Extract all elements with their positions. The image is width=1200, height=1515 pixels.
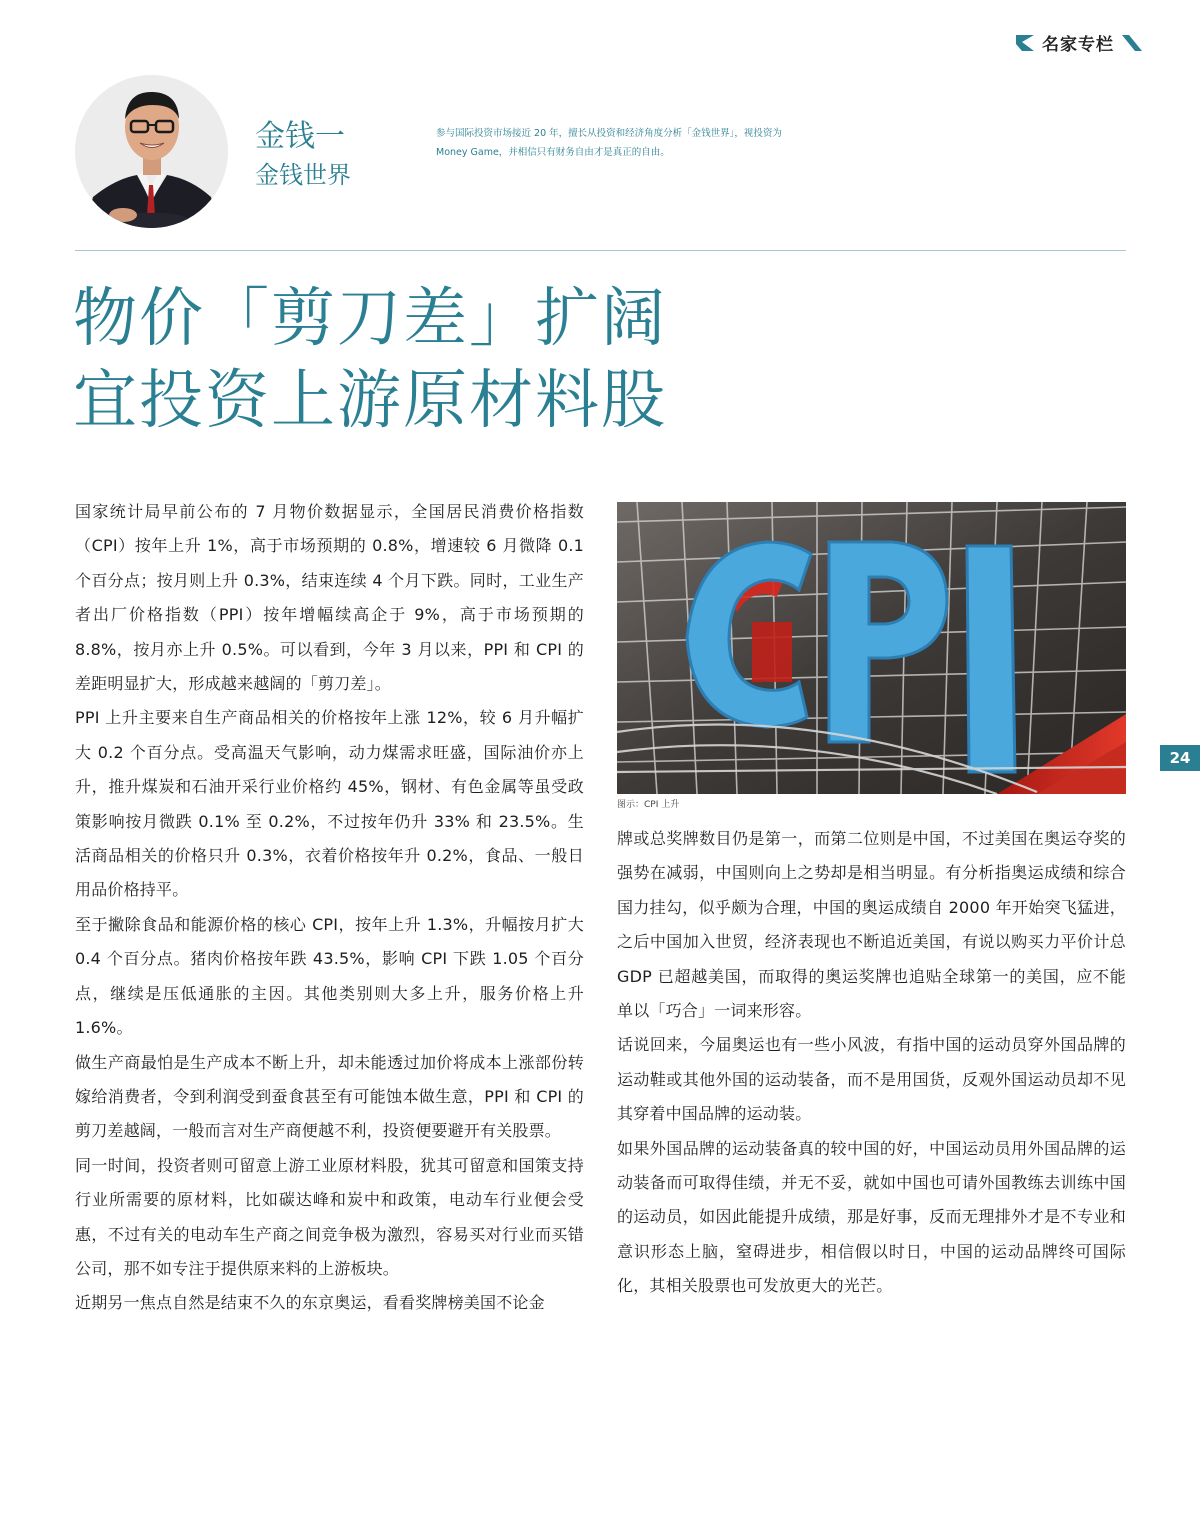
body-paragraph: 同一时间，投资者则可留意上游工业原材料股，犹其可留意和国策支持行业所需要的原材料，比如碳达峰和炭中和政策，电动车行业便会受惠，不过有关的电动车生产商之间竞争极为激烈，容易买对行业而买错公司，那不如专注于提供原来料的上游板块。 [75,1155,584,1278]
page-number-tab: 24 [1160,745,1200,771]
author-name: 金钱一 [255,119,345,154]
body-paragraph: PPI 上升主要来自生产商品相关的价格按年上涨 12%，较 6 月升幅扩大 0.2 个百分点。受高温天气影响，动力煤需求旺盛，国际油价亦上升，推升煤炭和石油开采行业价格约 45%，钢材、有色金属等虽受政策影响按月微跌 0.1% 至 0.2%，不过按年仍升 33% 和 23.5%。生活商品相关的价格只升 0.3%，衣着价格按年升 0.2%，食品、一般日用品价格持平。 [75,708,584,900]
article-title-line-1: 物价「剪刀差」扩阔 [73,282,667,356]
author-column-name: 金钱世界 [255,161,351,189]
article-title [73,278,873,442]
body-paragraph: 做生产商最怕是生产成本不断上升，却未能透过加价将成本上涨部份转嫁给消费者，令到利润受到蚕食甚至有可能蚀本做生意，PPI 和 CPI 的剪刀差越阔，一般而言对生产商便越不利，投资便要避开有关股票。 [75,1052,584,1141]
body-paragraph: 国家统计局早前公布的 7 月物价数据显示，全国居民消费价格指数（CPI）按年上升 1%，高于市场预期的 0.8%，增速较 6 月微降 0.1 个百分点；按月则上升 0.3%，结束连续 4 个月下跌。同时，工业生产者出厂价格指数（PPI）按年增幅续高企于 9%，高于市场预期的 8.8%，按月亦上升 0.5%。可以看到，今年 3 月以来，PPI 和 CPI 的差距明显扩大，形成越来越阔的「剪刀差」。 [75,502,584,694]
column-header-tag [1014,30,1144,55]
body-paragraph: 至于撇除食品和能源价格的核心 CPI，按年上升 1.3%，升幅按月扩大 0.4 个百分点。猪肉价格按年跌 43.5%，影响 CPI 下跌 1.05 个百分点，继续是压低通胀的主因。其他类别则大多上升，服务价格上升 1.6%。 [75,914,584,1038]
left-arrow-mark-icon [1014,32,1036,54]
article-title-line-2: 宜投资上游原材料股 [73,364,667,438]
body-paragraph: 牌或总奖牌数目仍是第一，而第二位则是中国，不过美国在奥运夺奖的强势在减弱，中国则向上之势却是相当明显。有分析指奥运成绩和综合国力挂勾，似乎颇为合理，中国的奥运成绩自 2000 年开始突飞猛进，之后中国加入世贸，经济表现也不断追近美国，有说以购买力平价计总 GDP 已超越美国，而取得的奥运奖牌也追贴全球第一的美国，应不能单以「巧合」一词来形容。 [617,829,1126,1021]
cpi-shopping-cart-photo [617,502,1126,794]
author-avatar [75,75,228,228]
cpi-cart-illustration [617,502,1126,794]
body-paragraph: 如果外国品牌的运动装备真的较中国的好，中国运动员用外国品牌的运动装备而可取得佳绩，并无不妥，就如中国也可请外国教练去训练中国的运动员，如因此能提升成绩，那是好事，反而无理排外才是不专业和意识形态上脑，窒碍进步，相信假以时日，中国的运动品牌终可国际化，其相关股票也可发放更大的光芒。 [617,1138,1126,1296]
right-slash-mark-icon [1120,32,1144,54]
author-bio: 参与国际投资市场接近 20 年，擅长从投资和经济角度分析「金钱世界」，视投资为 Money Game，并相信只有财务自由才是真正的自由。 [436,128,782,158]
column-tag-label: 名家专栏 [1042,35,1114,55]
body-paragraph: 近期另一焦点自然是结束不久的东京奥运，看看奖牌榜美国不论金 [75,1293,545,1313]
author-portrait-icon [75,75,228,228]
article-body-right-column [617,822,1126,1304]
body-paragraph: 话说回来，今届奥运也有一些小风波，有指中国的运动员穿外国品牌的运动鞋或其他外国的运动装备，而不是用国货，反观外国运动员却不见其穿着中国品牌的运动装。 [617,1035,1126,1124]
article-body-left-column [75,495,584,1321]
header-divider [75,250,1126,251]
photo-caption: 图示：CPI 上升 [617,800,680,810]
